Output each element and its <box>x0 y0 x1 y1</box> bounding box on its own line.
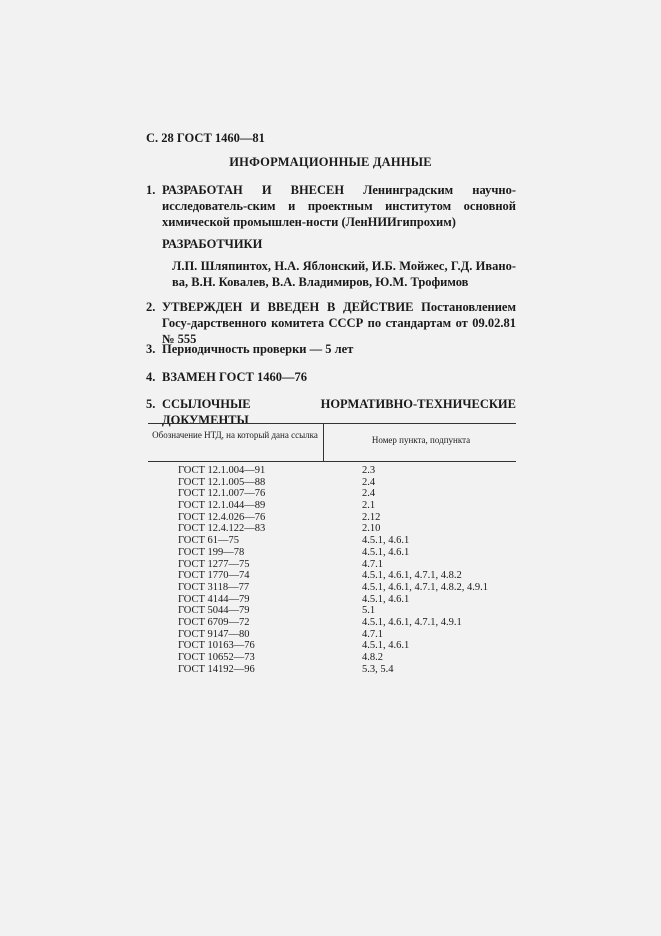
table-cell-document: ГОСТ 199—78 <box>178 546 245 558</box>
table-cell-clause: 2.10 <box>362 523 381 535</box>
table-cell-document: ГОСТ 12.1.004—91 <box>178 465 266 476</box>
table-cell-document: ГОСТ 12.1.007—76 <box>178 488 266 500</box>
table-cell-document: ГОСТ 3118—77 <box>178 581 250 593</box>
table-row <box>148 488 516 500</box>
item-text: Постановлением Госу-дарственного комитета СССР по стандартам от 09.02.81 № 555 <box>162 300 516 346</box>
page-header: С. 28 ГОСТ 1460—81 <box>146 131 265 145</box>
developers-names: Л.П. Шляпинтох, Н.А. Яблонский, И.Б. Мойжес, Г.Д. Ивано-ва, В.Н. Ковалев, В.А. Владимиров, Ю.М. Трофимов <box>172 259 516 289</box>
item-body <box>162 341 516 357</box>
item-text: Периодичность проверки — 5 лет <box>162 342 354 356</box>
table-cell-document: ГОСТ 61—75 <box>178 535 240 547</box>
table-row <box>148 640 516 652</box>
table-cell-clause: 4.5.1, 4.6.1 <box>362 546 410 558</box>
table-cell-clause: 4.8.2 <box>362 652 383 663</box>
item-number: 5. <box>146 397 156 411</box>
table-cell-clause: 4.5.1, 4.6.1, 4.7.1, 4.8.2, 4.9.1 <box>362 581 488 593</box>
item-number: 1. <box>146 183 156 197</box>
item-lead: УТВЕРЖДЕН И ВВЕДЕН В ДЕЙСТВИЕ <box>162 300 414 314</box>
table-cell-clause: 5.3, 5.4 <box>362 663 394 675</box>
table-row <box>148 570 516 582</box>
table-cell-clause: 4.7.1 <box>362 628 383 640</box>
table-row <box>148 477 516 489</box>
table-cell-document: ГОСТ 5044—79 <box>178 605 250 617</box>
table-top-rule <box>148 423 516 424</box>
table-cell-document: ГОСТ 4144—79 <box>178 593 250 605</box>
table-row <box>148 523 516 535</box>
table-row <box>148 617 516 629</box>
table-row <box>148 594 516 606</box>
item-lead: РАЗРАБОТАН И ВНЕСЕН <box>162 183 345 197</box>
table-cell-document: ГОСТ 12.4.122—83 <box>178 523 266 535</box>
table-cell-document: ГОСТ 10163—76 <box>178 640 255 652</box>
info-item-periodicity <box>146 341 516 357</box>
table-cell-clause: 4.7.1 <box>362 558 383 570</box>
table-cell-clause: 5.1 <box>362 605 376 617</box>
table-row <box>148 559 516 571</box>
table-cell-document: ГОСТ 9147—80 <box>178 628 250 640</box>
table-cell-clause: 4.5.1, 4.6.1, 4.7.1, 4.9.1 <box>362 616 462 628</box>
table-cell-clause: 2.1 <box>362 500 376 512</box>
section-title: ИНФОРМАЦИОННЫЕ ДАННЫЕ <box>229 155 432 169</box>
table-row <box>148 582 516 594</box>
table-cell-clause: 2.3 <box>362 465 376 476</box>
table-row <box>148 500 516 512</box>
item-number: 3. <box>146 342 156 356</box>
info-item-approved <box>146 299 516 347</box>
info-item-replaces <box>146 369 516 385</box>
item-text: Ленинградским научно-исследователь-ским и проектным институтом основной химической промышлен-ности (ЛенНИИгипрохим) <box>162 183 516 229</box>
table-row <box>148 512 516 524</box>
table-cell-document: ГОСТ 12.1.044—89 <box>178 500 266 512</box>
table-cell-document: ГОСТ 12.1.005—88 <box>178 476 266 488</box>
item-number: 4. <box>146 370 156 384</box>
item-number: 2. <box>146 300 156 314</box>
item-body <box>162 182 516 230</box>
table-cell-document: ГОСТ 1277—75 <box>178 558 250 570</box>
table-header-rule <box>148 461 516 462</box>
item-lead: ССЫЛОЧНЫЕ НОРМАТИВНО-ТЕХНИЧЕСКИЕ ДОКУМЕНТЫ <box>162 397 516 427</box>
table-row <box>148 605 516 617</box>
table-cell-document: ГОСТ 1770—74 <box>178 570 250 582</box>
item-body <box>162 299 516 347</box>
table-cell-document: ГОСТ 14192—96 <box>178 663 255 675</box>
table-cell-clause: 4.5.1, 4.6.1 <box>362 535 410 547</box>
table-row <box>148 535 516 547</box>
table-column-divider <box>323 423 324 461</box>
table-row <box>148 664 516 676</box>
table-body <box>148 465 516 675</box>
table-header-clause: Номер пункта, подпункта <box>371 435 471 445</box>
table-cell-clause: 2.4 <box>362 476 376 488</box>
developers-heading: РАЗРАБОТЧИКИ <box>162 237 263 251</box>
table-row <box>148 547 516 559</box>
table-row <box>148 629 516 641</box>
info-item-developed <box>146 182 516 230</box>
table-cell-clause: 4.5.1, 4.6.1 <box>362 640 410 652</box>
table-cell-clause: 2.12 <box>362 511 381 523</box>
table-cell-document: ГОСТ 10652—73 <box>178 652 255 663</box>
table-cell-clause: 4.5.1, 4.6.1 <box>362 593 410 605</box>
table-row <box>148 652 516 664</box>
item-body <box>162 369 516 385</box>
table-row <box>148 465 516 477</box>
table-cell-document: ГОСТ 12.4.026—76 <box>178 511 266 523</box>
table-cell-document: ГОСТ 6709—72 <box>178 616 250 628</box>
item-lead: ВЗАМЕН ГОСТ 1460—76 <box>162 370 307 384</box>
table-cell-clause: 4.5.1, 4.6.1, 4.7.1, 4.8.2 <box>362 570 462 582</box>
table-cell-clause: 2.4 <box>362 488 376 500</box>
table-header-document: Обозначение НТД, на который дана ссылка <box>152 430 318 440</box>
